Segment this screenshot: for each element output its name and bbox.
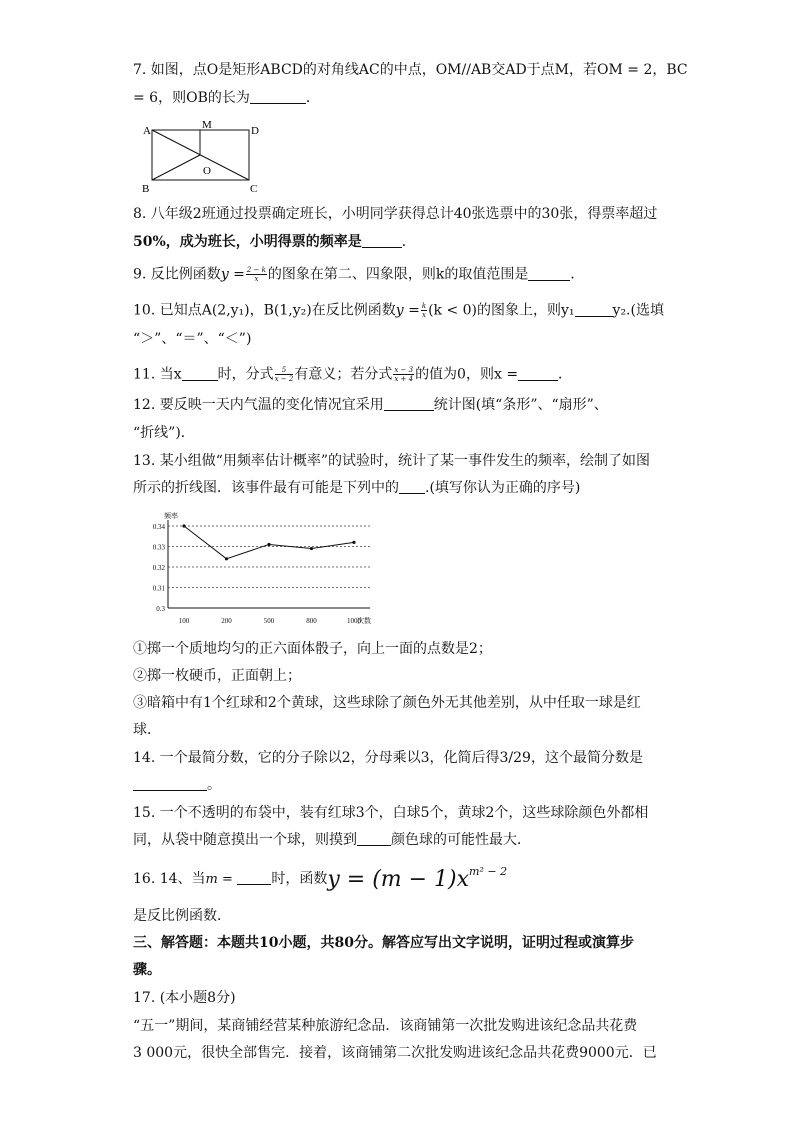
q15-line1: 15. 一个不透明的布袋中，装有红球3个，白球5个，黄球2个，这些球除颜色外都相 (133, 805, 649, 821)
q11-frac1-num: 5 (275, 366, 294, 375)
q13-option-3: ③暗箱中有1个红球和2个黄球，这些球除了颜色外无其他差别，从中任取一球是红 (133, 695, 641, 711)
q9-line (133, 266, 663, 283)
q8-answer-blank (362, 235, 402, 248)
label-d: D (251, 125, 259, 137)
q14-answer-blank (133, 778, 207, 791)
y-tick-label: 0.33 (152, 543, 165, 552)
q16-exponent: m² − 2 (469, 865, 508, 878)
q10-line2: “＞”、“＝”、“＜”) (133, 331, 252, 347)
x-tick-label: 500 (263, 617, 275, 625)
q11-mid1: 时，分式 (217, 366, 274, 383)
q16-line1 (133, 864, 663, 894)
q12-line2: “折线”)． (133, 425, 195, 441)
q15-text-b: 颜色球的可能性最大． (391, 832, 531, 848)
q7-answer-blank (250, 91, 306, 104)
q11-fraction-1 (275, 366, 294, 383)
y-tick-label: 0.31 (152, 584, 165, 593)
q11-prefix: 11. 当x (133, 366, 182, 383)
y-tick-label: 0.34 (152, 523, 165, 531)
q10-prefix: 10. 已知点A(2,y₁)，B(1,y₂)在反比例函数 (133, 302, 396, 319)
q11-blank-2 (518, 368, 558, 381)
q16-mid: 时，函数 (271, 871, 328, 887)
q9-fraction (246, 266, 267, 283)
label-a: A (143, 125, 151, 137)
q15-text-a: 同，从袋中随意摸出一个球，则摸到 (133, 832, 357, 848)
q16-answer-blank (237, 872, 271, 885)
y-tick-label: 0.3 (156, 605, 165, 613)
q10-y-eq: y = (395, 302, 420, 319)
q9-answer-blank (528, 268, 570, 281)
data-point (182, 524, 185, 527)
q12-answer-blank (384, 398, 434, 411)
q10-answer-blank (575, 304, 613, 317)
q9-frac-num: 2 − k (246, 266, 266, 274)
q11-frac2-num: x − 3 (394, 366, 414, 374)
q11-suffix: ． (558, 366, 573, 383)
q11-line (133, 366, 663, 383)
q12-text-b: 统计图(填“条形”、“扇形”、 (433, 397, 608, 413)
q15-line2 (133, 832, 663, 848)
q16-prefix: 16. 14、当 (133, 871, 206, 887)
x-tick-label: 800 (306, 617, 317, 625)
q14-end: 。 (207, 777, 221, 793)
data-point (310, 547, 313, 550)
q13-option-1: ①掷一个质地均匀的正六面体骰子，向上一面的点数是2； (133, 641, 492, 657)
q10-after: y₂.(选填 (612, 302, 664, 319)
q10-cond: (k < 0)的图象上，则y₁ (428, 302, 575, 319)
q17-line2: 3 000元，很快全部售完．接着，该商铺第二次批发购进该纪念品共花费9000元．已 (133, 1045, 657, 1061)
q7-line1: 7. 如图，点O是矩形ABCD的对角线AC的中点，OM//AB交AD于点M，若OM = 2，BC (133, 62, 688, 78)
q13-option-2: ②掷一枚硬币，正面朝上； (133, 668, 301, 684)
section3-line1: 三、解答题：本题共10小题，共80分。解答应写出文字说明，证明过程或演算步 (133, 935, 634, 951)
data-point (267, 543, 270, 546)
q16-line2: 是反比例函数． (133, 908, 231, 924)
label-o: O (203, 165, 211, 177)
q13-answer-blank (399, 481, 425, 494)
q11-fraction-2 (393, 366, 414, 383)
y-axis-label: 频率 (164, 512, 178, 520)
q17-line1: “五一”期间，某商铺经营某种旅游纪念品．该商铺第一次批发购进该纪念品共花费 (133, 1018, 638, 1034)
q8-line2 (133, 234, 663, 250)
label-m: M (202, 119, 212, 131)
q9-suffix: ． (570, 266, 585, 283)
q8-line2-text: 50%，成为班长，小明得票的频率是 (133, 234, 362, 250)
frequency-line-chart (138, 510, 378, 630)
series-line (184, 526, 354, 559)
q14-line1: 14. 一个最简分数，它的分子除以2，分母乘以3，化简后得3/29，这个最简分数是 (133, 750, 643, 766)
y-tick-label: 0.32 (152, 564, 165, 572)
q10-fraction (421, 302, 427, 319)
q11-blank-1 (182, 368, 218, 381)
q13-option-3-cont: 球． (133, 722, 161, 738)
line-ob (152, 155, 200, 180)
q11-mid3: 的值为0，则x = (415, 366, 519, 383)
q11-mid2: 有意义；若分式 (294, 366, 393, 383)
q9-prefix: 9. 反比例函数 (133, 266, 221, 283)
q7-line2-end: ． (305, 90, 320, 106)
q16-formula: y = (m − 1)x (327, 867, 470, 892)
q15-answer-blank (357, 833, 391, 846)
q7-line2-text: = 6，则OB的长为 (133, 90, 250, 106)
data-point (225, 557, 228, 560)
x-tick-label: 1000 (347, 617, 361, 625)
data-point (352, 541, 355, 544)
q14-line2 (133, 777, 663, 793)
label-c: C (250, 183, 258, 195)
q10-frac-num: k (421, 302, 427, 310)
q10-frac-den: x (421, 311, 426, 319)
q9-y-eq: y = (220, 266, 245, 283)
q13-line2 (133, 480, 663, 496)
q13-text-b: .(填写你认为正确的序号) (425, 480, 581, 496)
q12-line1 (133, 397, 663, 413)
q11-frac1-den: x − 2 (274, 375, 294, 383)
q7-line2 (133, 90, 663, 106)
q16-m-eq: m = (205, 872, 233, 887)
q13-line1: 13. 某小组做“用频率估计概率”的试验时，统计了某一事件发生的频率，绘制了如图 (133, 453, 651, 469)
x-tick-label: 200 (221, 617, 232, 625)
q8-line1: 8. 八年级2班通过投票确定班长，小明同学获得总计40张选票中的30张，得票率超过 (133, 206, 658, 222)
q17-header: 17. (本小题8分) (133, 990, 236, 1006)
q10-line1 (133, 302, 663, 319)
q9-frac-den: x (254, 275, 259, 283)
label-b: B (142, 183, 150, 195)
q9-mid: 的图象在第二、四象限，则k的取值范围是 (267, 266, 529, 283)
rectangle-diagram (140, 118, 270, 196)
q8-line2-end: ． (401, 234, 416, 250)
q11-frac2-den: x + 4 (394, 375, 414, 383)
q13-text-a: 所示的折线图．该事件最有可能是下列中的 (133, 480, 399, 496)
q12-text-a: 12. 要反映一天内气温的变化情况宜采用 (133, 397, 384, 413)
x-tick-label: 100 (178, 617, 190, 625)
section3-line2: 骤。 (133, 962, 161, 978)
x-axis-label: 次数 (357, 617, 371, 625)
